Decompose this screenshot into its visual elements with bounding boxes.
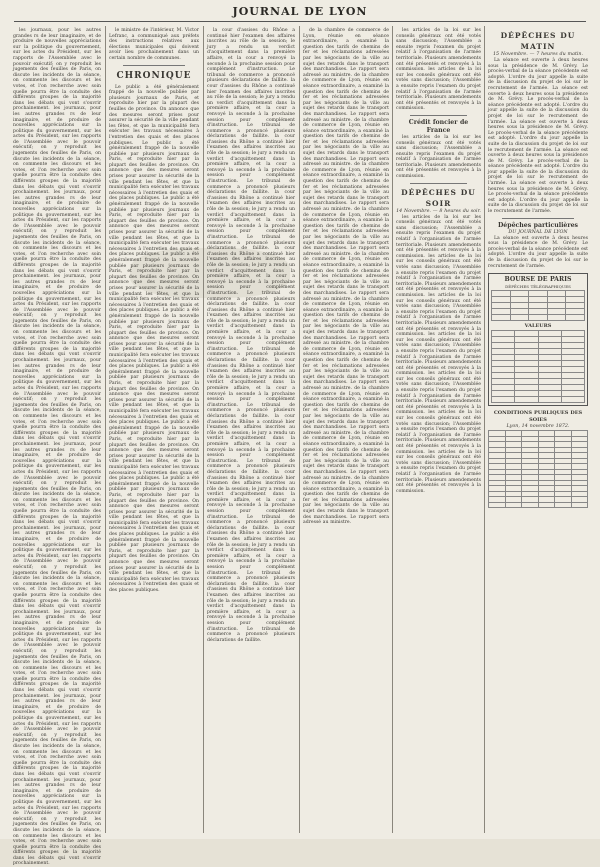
column-divider — [203, 26, 204, 833]
depeches-matin-date: 15 Novembre. — 7 heures du matin. — [492, 52, 584, 57]
column-3-text — [207, 28, 295, 643]
soies-subheading: Lyon, 14 novembre 1872. — [506, 424, 570, 430]
column-1 — [13, 28, 101, 867]
newspaper-title: JOURNAL DE LYON — [232, 5, 368, 18]
bourse-box — [488, 273, 588, 406]
article-paragraph: Le public a été généralement frappé de la nouvelle publiée par plusieurs journaux de Paris, et reproduite hier par la plupart des feuilles de province. On annonce que des mesures seront prises pour assurer la sécurité de la ville pendant les fêtes, et que la municipalité fera exécuter les travaux nécessaires à l'entretien des quais et des places publiques. Le public a été généralement frappé de la nouvelle publiée par plusieurs journaux de Paris, et reproduite hier par la plupart des feuilles de province. On annonce que des mesures seront prises pour assurer la sécurité de la ville pendant les fêtes, et que la municipalité fera exécuter les travaux nécessaires à l'entretien des quais et des places publiques. Le public a été généralement frappé de la nouvelle publiée par plusieurs journaux de Paris, et reproduite hier par la plupart des feuilles de province. On annonce que des mesures seront prises pour assurer la sécurité de la ville pendant les fêtes, et que la municipalité fera exécuter les travaux nécessaires à l'entretien des quais et des places publiques. Le public a été généralement frappé de la nouvelle publiée par plusieurs journaux de Paris, et reproduite hier par la plupart des feuilles de province. On annonce que des mesures seront prises pour assurer la sécurité de la ville pendant les fêtes, et que la municipalité fera exécuter les travaux nécessaires à l'entretien des quais et des places publiques. Le public a été généralement frappé de la nouvelle publiée par plusieurs journaux de Paris, et reproduite hier par la plupart des feuilles de province. On annonce que des mesures seront prises pour assurer la sécurité de la ville pendant les fêtes, et que la municipalité fera exécuter les travaux nécessaires à l'entretien des quais et des places publiques. Le public a été généralement frappé de la nouvelle publiée par plusieurs journaux de Paris, et reproduite hier par la plupart des feuilles de province. On annonce que des mesures seront prises pour assurer la sécurité de la ville pendant les fêtes, et que la municipalité fera exécuter les travaux nécessaires à l'entretien des quais et des places publiques. Le public a été généralement frappé de la nouvelle publiée par plusieurs journaux de Paris, et reproduite hier par la plupart des feuilles de province. On annonce que des mesures seront prises pour assurer la sécurité de la ville pendant les fêtes, et que la municipalité fera exécuter les travaux nécessaires à l'entretien des quais et des places publiques. Le public a été généralement frappé de la nouvelle publiée par plusieurs journaux de Paris, et reproduite hier par la plupart des feuilles de province. On annonce que des mesures seront prises pour assurer la sécurité de la ville pendant les fêtes, et que la municipalité fera exécuter les travaux nécessaires à l'entretien des quais et des places publiques. Le public a été généralement frappé de la nouvelle publiée par plusieurs journaux de Paris, et reproduite hier par la plupart des feuilles de province. On annonce que des mesures seront prises pour assurer la sécurité de la ville pendant les fêtes, et que la municipalité fera exécuter les travaux nécessaires à l'entretien des quais et des places publiques. — [109, 84, 199, 593]
column-6 — [488, 28, 588, 831]
column-2 — [109, 28, 199, 831]
table-row — [492, 397, 585, 403]
article-paragraph: La séance est ouverte à deux heures sous la présidence de M. Grévy. Le procès-verbal de la séance précédente est adopté. L'ordre du jour appelle la suite de la discussion du projet de loi sur le recrutement de l'armée. La séance est ouverte à deux heures sous la présidence de M. Grévy. Le procès-verbal de la séance précédente est adopté. L'ordre du jour appelle la suite de la discussion du projet de loi sur le recrutement de l'armée. La séance est ouverte à deux heures sous la présidence de M. Grévy. Le procès-verbal de la séance précédente est adopté. L'ordre du jour appelle la suite de la discussion du projet de loi sur le recrutement de l'armée. La séance est ouverte à deux heures sous la présidence de M. Grévy. Le procès-verbal de la séance précédente est adopté. L'ordre du jour appelle la suite de la discussion du projet de loi sur le recrutement de l'armée. La séance est ouverte à deux heures sous la présidence de M. Grévy. Le procès-verbal de la séance précédente est adopté. L'ordre du jour appelle la suite de la discussion du projet de loi sur le recrutement de l'armée. — [488, 58, 588, 215]
article-paragraph: le ministre de l'intérieur, M. Victor Lefranc, a communiqué aux préfets des instructions relatives aux élections municipales qui doivent avoir lieu prochainement dans un certain nombre de communes. — [109, 28, 199, 61]
column-2-text — [109, 28, 199, 594]
column-divider — [392, 26, 393, 833]
section-rule — [410, 115, 467, 116]
article-paragraph: la cour d'assises du Rhône a continué hier l'examen des affaires inscrites au rôle de la session; le jury a rendu un verdict d'acquittement dans la première affaire, et la cour a renvoyé la seconde à la prochaine session pour complément d'instruction. Le tribunal de commerce a prononcé plusieurs déclarations de faillite. la cour d'assises du Rhône a continué hier l'examen des affaires inscrites au rôle de la session; le jury a rendu un verdict d'acquittement dans la première affaire, et la cour a renvoyé la seconde à la prochaine session pour complément d'instruction. Le tribunal de commerce a prononcé plusieurs déclarations de faillite. la cour d'assises du Rhône a continué hier l'examen des affaires inscrites au rôle de la session; le jury a rendu un verdict d'acquittement dans la première affaire, et la cour a renvoyé la seconde à la prochaine session pour complément d'instruction. Le tribunal de commerce a prononcé plusieurs déclarations de faillite. la cour d'assises du Rhône a continué hier l'examen des affaires inscrites au rôle de la session; le jury a rendu un verdict d'acquittement dans la première affaire, et la cour a renvoyé la seconde à la prochaine session pour complément d'instruction. Le tribunal de commerce a prononcé plusieurs déclarations de faillite. la cour d'assises du Rhône a continué hier l'examen des affaires inscrites au rôle de la session; le jury a rendu un verdict d'acquittement dans la première affaire, et la cour a renvoyé la seconde à la prochaine session pour complément d'instruction. Le tribunal de commerce a prononcé plusieurs déclarations de faillite. la cour d'assises du Rhône a continué hier l'examen des affaires inscrites au rôle de la session; le jury a rendu un verdict d'acquittement dans la première affaire, et la cour a renvoyé la seconde à la prochaine session pour complément d'instruction. Le tribunal de commerce a prononcé plusieurs déclarations de faillite. la cour d'assises du Rhône a continué hier l'examen des affaires inscrites au rôle de la session; le jury a rendu un verdict d'acquittement dans la première affaire, et la cour a renvoyé la seconde à la prochaine session pour complément d'instruction. Le tribunal de commerce a prononcé plusieurs déclarations de faillite. la cour d'assises du Rhône a continué hier l'examen des affaires inscrites au rôle de la session; le jury a rendu un verdict d'acquittement dans la première affaire, et la cour a renvoyé la seconde à la prochaine session pour complément d'instruction. Le tribunal de commerce a prononcé plusieurs déclarations de faillite. la cour d'assises du Rhône a continué hier l'examen des affaires inscrites au rôle de la session; le jury a rendu un verdict d'acquittement dans la première affaire, et la cour a renvoyé la seconde à la prochaine session pour complément d'instruction. Le tribunal de commerce a prononcé plusieurs déclarations de faillite. la cour d'assises du Rhône a continué hier l'examen des affaires inscrites au rôle de la session; le jury a rendu un verdict d'acquittement dans la première affaire, et la cour a renvoyé la seconde à la prochaine session pour complément d'instruction. Le tribunal de commerce a prononcé plusieurs déclarations de faillite. la cour d'assises du Rhône a continué hier l'examen des affaires inscrites au rôle de la session; le jury a rendu un verdict d'acquittement dans la première affaire, et la cour a renvoyé la seconde à la prochaine session pour complément d'instruction. Le tribunal de commerce a prononcé plusieurs déclarations de faillite. — [207, 28, 295, 643]
column-1-text — [13, 28, 101, 867]
article-paragraph: de la chambre de commerce de Lyon, réunie en séance extraordinaire, a examiné la question des tarifs de chemins de fer et les réclamations adressées par les négociants de la ville au sujet des retards dans le transport des marchandises. Le rapport sera adressé au ministre. de la chambre de commerce de Lyon, réunie en séance extraordinaire, a examiné la question des tarifs de chemins de fer et les réclamations adressées par les négociants de la ville au sujet des retards dans le transport des marchandises. Le rapport sera adressé au ministre. de la chambre de commerce de Lyon, réunie en séance extraordinaire, a examiné la question des tarifs de chemins de fer et les réclamations adressées par les négociants de la ville au sujet des retards dans le transport des marchandises. Le rapport sera adressé au ministre. de la chambre de commerce de Lyon, réunie en séance extraordinaire, a examiné la question des tarifs de chemins de fer et les réclamations adressées par les négociants de la ville au sujet des retards dans le transport des marchandises. Le rapport sera adressé au ministre. de la chambre de commerce de Lyon, réunie en séance extraordinaire, a examiné la question des tarifs de chemins de fer et les réclamations adressées par les négociants de la ville au sujet des retards dans le transport des marchandises. Le rapport sera adressé au ministre. de la chambre de commerce de Lyon, réunie en séance extraordinaire, a examiné la question des tarifs de chemins de fer et les réclamations adressées par les négociants de la ville au sujet des retards dans le transport des marchandises. Le rapport sera adressé au ministre. de la chambre de commerce de Lyon, réunie en séance extraordinaire, a examiné la question des tarifs de chemins de fer et les réclamations adressées par les négociants de la ville au sujet des retards dans le transport des marchandises. Le rapport sera adressé au ministre. de la chambre de commerce de Lyon, réunie en séance extraordinaire, a examiné la question des tarifs de chemins de fer et les réclamations adressées par les négociants de la ville au sujet des retards dans le transport des marchandises. Le rapport sera adressé au ministre. de la chambre de commerce de Lyon, réunie en séance extraordinaire, a examiné la question des tarifs de chemins de fer et les réclamations adressées par les négociants de la ville au sujet des retards dans le transport des marchandises. Le rapport sera adressé au ministre. de la chambre de commerce de Lyon, réunie en séance extraordinaire, a examiné la question des tarifs de chemins de fer et les réclamations adressées par les négociants de la ville au sujet des retards dans le transport des marchandises. Le rapport sera adressé au ministre. de la chambre de commerce de Lyon, réunie en séance extraordinaire, a examiné la question des tarifs de chemins de fer et les réclamations adressées par les négociants de la ville au sujet des retards dans le transport des marchandises. Le rapport sera adressé au ministre. — [303, 28, 389, 526]
bourse-table — [491, 290, 585, 321]
depeches-soir-date: 14 Novembre. — 8 heures du soir. — [396, 208, 481, 214]
article-paragraph: les articles de la loi sur les conseils généraux ont été votés sans discussion; l'Assemblée a ensuite repris l'examen du projet relatif à l'organisation de l'armée territoriale. Plusieurs amendements ont été présentés et renvoyés à la commission. les articles de la loi sur les conseils généraux ont été votés sans discussion; l'Assemblée a ensuite repris l'examen du projet relatif à l'organisation de l'armée territoriale. Plusieurs amendements ont été présentés et renvoyés à la commission. — [396, 28, 481, 112]
article-paragraph: les journaux, pour les autres grandes rs de leur imaginaire, et de produire de nouvelles appréciations sur la politique du gouvernement, sur les actes du Président, sur les rapports de l'Assemblée avec le pouvoir exécutif; on y reproduit les jugements des feuilles de Paris, on discute les incidents de la séance, on commente les discours et les votes, et l'on recherche avec soin quelle pourra être la conduite des différents groupes de la majorité dans les débats qui vont s'ouvrir prochainement. les journaux, pour les autres grandes rs de leur imaginaire, et de produire de nouvelles appréciations sur la politique du gouvernement, sur les actes du Président, sur les rapports de l'Assemblée avec le pouvoir exécutif; on y reproduit les jugements des feuilles de Paris, on discute les incidents de la séance, on commente les discours et les votes, et l'on recherche avec soin quelle pourra être la conduite des différents groupes de la majorité dans les débats qui vont s'ouvrir prochainement. les journaux, pour les autres grandes rs de leur imaginaire, et de produire de nouvelles appréciations sur la politique du gouvernement, sur les actes du Président, sur les rapports de l'Assemblée avec le pouvoir exécutif; on y reproduit les jugements des feuilles de Paris, on discute les incidents de la séance, on commente les discours et les votes, et l'on recherche avec soin quelle pourra être la conduite des différents groupes de la majorité dans les débats qui vont s'ouvrir prochainement. les journaux, pour les autres grandes rs de leur imaginaire, et de produire de nouvelles appréciations sur la politique du gouvernement, sur les actes du Président, sur les rapports de l'Assemblée avec le pouvoir exécutif; on y reproduit les jugements des feuilles de Paris, on discute les incidents de la séance, on commente les discours et les votes, et l'on recherche avec soin quelle pourra être la conduite des différents groupes de la majorité dans les débats qui vont s'ouvrir prochainement. les journaux, pour les autres grandes rs de leur imaginaire, et de produire de nouvelles appréciations sur la politique du gouvernement, sur les actes du Président, sur les rapports de l'Assemblée avec le pouvoir exécutif; on y reproduit les jugements des feuilles de Paris, on discute les incidents de la séance, on commente les discours et les votes, et l'on recherche avec soin quelle pourra être la conduite des différents groupes de la majorité dans les débats qui vont s'ouvrir prochainement. les journaux, pour les autres grandes rs de leur imaginaire, et de produire de nouvelles appréciations sur la politique du gouvernement, sur les actes du Président, sur les rapports de l'Assemblée avec le pouvoir exécutif; on y reproduit les jugements des feuilles de Paris, on discute les incidents de la séance, on commente les discours et les votes, et l'on recherche avec soin quelle pourra être la conduite des différents groupes de la majorité dans les débats qui vont s'ouvrir prochainement. les journaux, pour les autres grandes rs de leur imaginaire, et de produire de nouvelles appréciations sur la politique du gouvernement, sur les actes du Président, sur les rapports de l'Assemblée avec le pouvoir exécutif; on y reproduit les jugements des feuilles de Paris, on discute les incidents de la séance, on commente les discours et les votes, et l'on recherche avec soin quelle pourra être la conduite des différents groupes de la majorité dans les débats qui vont s'ouvrir prochainement. les journaux, pour les autres grandes rs de leur imaginaire, et de produire de nouvelles appréciations sur la politique du gouvernement, sur les actes du Président, sur les rapports de l'Assemblée avec le pouvoir exécutif; on y reproduit les jugements des feuilles de Paris, on discute les incidents de la séance, on commente les discours et les votes, et l'on recherche avec soin quelle pourra être la conduite des différents groupes de la majorité dans les débats qui vont s'ouvrir prochainement. les journaux, pour les autres grandes rs de leur imaginaire, et de produire de nouvelles appréciations sur la politique du gouvernement, sur les actes du Président, sur les rapports de l'Assemblée avec le pouvoir exécutif; on y reproduit les jugements des feuilles de Paris, on discute les incidents de la séance, on commente les discours et les votes, et l'on recherche avec soin quelle pourra être la conduite des différents groupes de la majorité dans les débats qui vont s'ouvrir prochainement. les journaux, pour les autres grandes rs de leur imaginaire, et de produire de nouvelles appréciations sur la politique du gouvernement, sur les actes du Président, sur les rapports de l'Assemblée avec le pouvoir exécutif; on y reproduit les jugements des feuilles de Paris, on discute les incidents de la séance, on commente les discours et les votes, et l'on recherche avec soin quelle pourra être la conduite des différents groupes de la majorité dans les débats qui vont s'ouvrir prochainement. — [13, 28, 101, 867]
soies-heading: CONDITIONS PUBLIQUES DES SOIES — [493, 410, 583, 424]
particulieres-subheading: DU JOURNAL DE LYON — [508, 229, 568, 235]
article-paragraph: les articles de la loi sur les conseils généraux ont été votés sans discussion; l'Assemblée a ensuite repris l'examen du projet relatif à l'organisation de l'armée territoriale. Plusieurs amendements ont été présentés et renvoyés à la commission. — [396, 134, 481, 180]
bourse-subheading: DÉPÊCHES TÉLÉGRAPHIQUES — [505, 284, 571, 290]
section-rule — [123, 65, 185, 66]
credit-foncier-heading: Crédit foncier de France — [408, 118, 469, 134]
article-paragraph: les articles de la loi sur les conseils généraux ont été votés sans discussion; l'Assemblée a ensuite repris l'examen du projet relatif à l'organisation de l'armée territoriale. Plusieurs amendements ont été présentés et renvoyés à la commission. les articles de la loi sur les conseils généraux ont été votés sans discussion; l'Assemblée a ensuite repris l'examen du projet relatif à l'organisation de l'armée territoriale. Plusieurs amendements ont été présentés et renvoyés à la commission. les articles de la loi sur les conseils généraux ont été votés sans discussion; l'Assemblée a ensuite repris l'examen du projet relatif à l'organisation de l'armée territoriale. Plusieurs amendements ont été présentés et renvoyés à la commission. les articles de la loi sur les conseils généraux ont été votés sans discussion; l'Assemblée a ensuite repris l'examen du projet relatif à l'organisation de l'armée territoriale. Plusieurs amendements ont été présentés et renvoyés à la commission. les articles de la loi sur les conseils généraux ont été votés sans discussion; l'Assemblée a ensuite repris l'examen du projet relatif à l'organisation de l'armée territoriale. Plusieurs amendements ont été présentés et renvoyés à la commission. les articles de la loi sur les conseils généraux ont été votés sans discussion; l'Assemblée a ensuite repris l'examen du projet relatif à l'organisation de l'armée territoriale. Plusieurs amendements ont été présentés et renvoyés à la commission. les articles de la loi sur les conseils généraux ont été votés sans discussion; l'Assemblée a ensuite repris l'examen du projet relatif à l'organisation de l'armée territoriale. Plusieurs amendements ont été présentés et renvoyés à la commission. — [396, 214, 481, 494]
bourse-heading: BOURSE DE PARIS — [504, 276, 572, 284]
depeches-soir-heading: DÉPÊCHES DU SOIR — [401, 187, 476, 208]
section-rule — [410, 183, 467, 184]
page-header — [0, 0, 600, 28]
column-4-text — [303, 28, 389, 526]
column-divider — [484, 26, 485, 833]
chronique-heading: CHRONIQUE — [116, 70, 192, 81]
valeurs-table — [491, 330, 585, 403]
table-row — [492, 315, 585, 321]
column-4 — [303, 28, 389, 831]
particulieres-heading: Dépêches particulières — [497, 221, 579, 229]
section-rule — [502, 218, 574, 219]
column-divider — [105, 26, 106, 833]
table-row — [489, 502, 588, 508]
article-paragraph: La séance est ouverte à deux heures sous la présidence de M. Grévy. Le procès-verbal de la séance précédente est adopté. L'ordre du jour appelle la suite de la discussion du projet de loi sur le recrutement de l'armée. — [488, 235, 588, 269]
soies-table — [488, 430, 588, 508]
column-divider — [299, 26, 300, 833]
column-5-text — [396, 28, 481, 494]
depeches-matin-heading: DÉPÊCHES DU MATIN — [500, 31, 576, 51]
column-3 — [207, 28, 295, 831]
column-6-text — [488, 30, 588, 508]
valeurs-heading: VALEURS — [524, 323, 552, 330]
header-rule — [14, 21, 586, 22]
column-5 — [396, 28, 481, 831]
